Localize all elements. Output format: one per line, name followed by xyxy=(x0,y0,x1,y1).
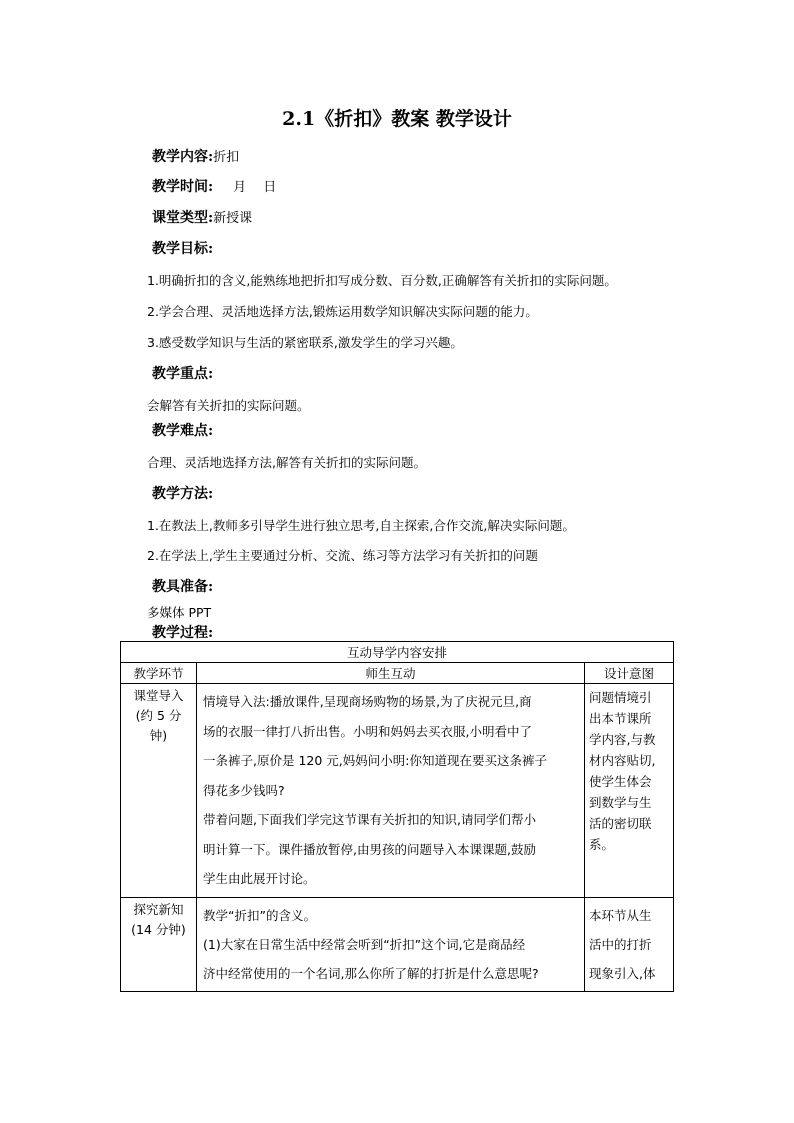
method-item: 2.在学法上,学生主要通过分析、交流、练习等方法学习有关折扣的问题 xyxy=(147,548,538,563)
type-row xyxy=(152,207,252,227)
time-row xyxy=(152,176,276,196)
table-caption-row xyxy=(121,642,674,663)
interaction-line: 情境导入法:播放课件,呈现商场购物的场景,为了庆祝元旦,商 xyxy=(203,694,532,709)
interaction-line: 济中经常使用的一个名词,那么你所了解的打折是什么意思呢? xyxy=(203,965,539,981)
intent-cell xyxy=(585,897,674,991)
intent-line: 本环节从生 xyxy=(589,907,652,923)
intent-cell xyxy=(585,684,674,898)
table-row xyxy=(121,897,674,991)
goal-item: 3.感受数学知识与生活的紧密联系,激发学生的学习兴趣。 xyxy=(147,335,463,350)
interaction-line: 一条裤子,原价是 120 元,妈妈问小明:你知道现在要买这条裤子 xyxy=(203,753,547,768)
stage-line: 课堂导入 xyxy=(133,688,184,703)
table-header-row xyxy=(121,663,674,684)
methods-heading: 教学方法: xyxy=(152,486,214,502)
type-label: 课堂类型: xyxy=(152,210,214,226)
stage-cell xyxy=(121,897,197,991)
intent-line: 系。 xyxy=(589,837,615,852)
stage-line: (14 分钟) xyxy=(131,921,186,937)
intent-line: 出本节课所 xyxy=(589,711,652,726)
interaction-line: 学生由此展开讨论。 xyxy=(203,871,316,886)
key-points-text: 会解答有关折扣的实际问题。 xyxy=(147,398,310,413)
content-value: 折扣 xyxy=(213,150,240,165)
stage-line: (约 5 分 xyxy=(135,708,182,723)
column-header: 师生互动 xyxy=(197,663,585,684)
interaction-line: 教学“折扣”的含义。 xyxy=(203,907,316,923)
interaction-line: 场的衣服一律打八折出售。小明和妈妈去买衣服,小明看中了 xyxy=(203,723,532,739)
process-heading: 教学过程: xyxy=(152,625,214,641)
stage-line: 探究新知 xyxy=(133,901,184,917)
tools-heading: 教具准备: xyxy=(152,579,214,595)
page-title: 2.1《折扣》教案 教学设计 xyxy=(282,108,512,130)
difficulty-heading: 教学难点: xyxy=(152,423,214,439)
interaction-line: 得花多少钱吗? xyxy=(203,782,285,798)
time-label: 教学时间: xyxy=(152,179,214,195)
intent-line: 学内容,与教 xyxy=(589,732,656,747)
content-label: 教学内容: xyxy=(152,149,214,165)
intent-line: 活中的打折 xyxy=(589,936,652,952)
content-row xyxy=(152,146,239,166)
intent-line: 材内容贴切, xyxy=(589,753,656,768)
goals-heading: 教学目标: xyxy=(152,241,214,257)
intent-line: 现象引入,体 xyxy=(589,965,656,981)
method-item: 1.在教法上,教师多引导学生进行独立思考,自主探索,合作交流,解决实际问题。 xyxy=(147,518,575,533)
difficulty-text: 合理、灵活地选择方法,解答有关折扣的实际问题。 xyxy=(147,455,426,470)
column-header: 教学环节 xyxy=(121,663,197,684)
type-value: 新授课 xyxy=(213,211,253,226)
intent-line: 到数学与生 xyxy=(589,795,652,810)
table-caption: 互动导学内容安排 xyxy=(121,642,674,663)
stage-line: 钟) xyxy=(149,728,168,743)
time-value: 月 日 xyxy=(233,180,277,195)
interaction-line: (1)大家在日常生活中经常会听到“折扣”这个词,它是商品经 xyxy=(203,936,526,952)
goal-item: 2.学会合理、灵活地选择方法,锻炼运用数学知识解决实际问题的能力。 xyxy=(147,304,538,319)
intent-line: 活的密切联 xyxy=(589,816,652,831)
column-header: 设计意图 xyxy=(585,663,674,684)
goal-item: 1.明确折扣的含义,能熟练地把折扣写成分数、百分数,正确解答有关折扣的实际问题。 xyxy=(147,273,617,288)
tools-text: 多媒体 PPT xyxy=(147,605,212,620)
interaction-cell xyxy=(197,684,585,898)
process-table xyxy=(120,641,674,992)
interaction-line: 明计算一下。课件播放暂停,由男孩的问题导入本课课题,鼓励 xyxy=(203,841,536,857)
key-points-heading: 教学重点: xyxy=(152,366,214,382)
interaction-line: 带着问题,下面我们学完这节课有关折扣的知识,请同学们帮小 xyxy=(203,812,536,827)
table-row xyxy=(121,684,674,898)
intent-line: 问题情境引 xyxy=(589,690,652,705)
intent-line: 使学生体会 xyxy=(589,774,652,789)
stage-cell xyxy=(121,684,197,898)
interaction-cell xyxy=(197,897,585,991)
